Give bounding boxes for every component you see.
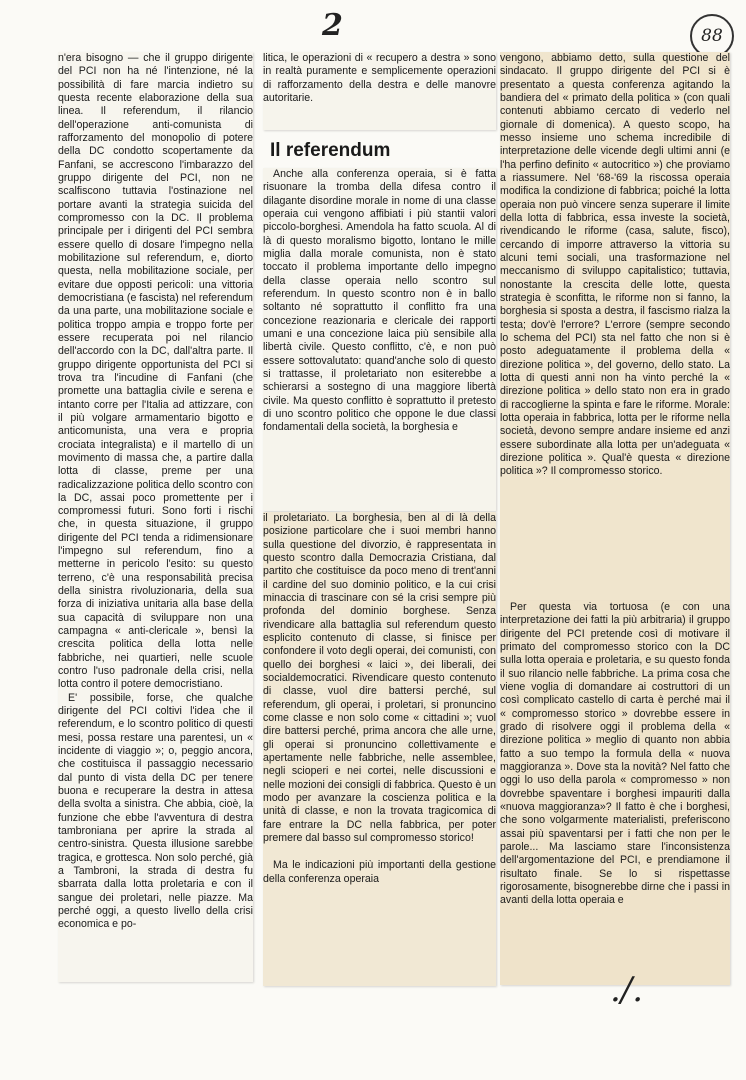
column-2-top-paragraph: litica, le operazioni di « recupero a destra » sono in realtà puramente e semplicemente operazioni di rafforzamento della destra e delle manovre autoritarie. [263, 52, 496, 104]
handwritten-continuation-mark: ./. [610, 970, 644, 1010]
handwritten-page-number: 2 [322, 8, 343, 43]
article-column-2-bottom [263, 512, 496, 986]
circled-page-number: 88 [690, 14, 734, 58]
article-column-2-middle [263, 168, 496, 511]
column-1-paragraph-1: n'era bisogno — che il gruppo dirigente del PCI non ha né l'intenzione, né la possibilità di fare marcia indietro su questa recente elaborazione della sua linea. Il referendum, il rilancio dell'operazione anti-comunista di rafforzamento del monopolio di potere della DC condotto scopertamente da Fanfani, se accrescono l'imbarazzo del gruppo dirigente del PCI, non ne scalfiscono tuttavia l'ostinazione nel portare avanti la strategia suicida del compromesso con la DC. Il problema principale per i dirigenti del PCI sembra essere quello di dosare l'impegno nella mobilitazione sul referendum, e, diorto questa, nella mobilitazione sociale, per evitare due opposti pericoli: una vittoria democristiana (e fascista) nel referendum da una parte, una mobilitazione sociale e politica troppo ampia e troppo forte per essere recuperata poi nel rilancio dell'accordo con la DC, dall'altra parte. Il gruppo dirigente opportunista del PCI si trova tra l'incudine di Fanfani (che promette una battaglia civile e serena e intanto corre per l'Italia ad attizzare, con il più volgare armamentario bigotto e anticomunista, una vera e propria crociata integralista) e il martello di un movimento di massa che, a partire dalla lotta di classe, preme per una radicalizzazione politica dello scontro con la DC, assai poco promettente per i compromessi futuri. Sono forti i rischi che, in questa situazione, il gruppo dirigente del PCI tenda a ridimensionare l'impegno sul referendum, fino a metterne in pericolo l'esito: su questo terreno, c'è una responsabilità precisa della sinistra rivoluzionaria, della sua forza di iniziativa unitaria alla base della sua capacità di sviluppare non una campagna « anti-clericale », bensì la crescita politica della lotta nelle fabbriche, nei quartieri, nelle scuole contro l'uso padronale della crisi, nella lotta contro il potere democristiano. [58, 52, 253, 691]
article-column-1 [58, 52, 253, 982]
column-3-top-paragraph: vengono, abbiamo detto, sulla questione del sindacato. Il gruppo dirigente del PCI si è presentato a questa conferenza agitando la bandiera del « primato della politica » (con quali contenuti abbiamo cercato di vederlo nel giornale di domenica). A questo scopo, ha messo insieme uno schema incredibile di interpretazione delle vicende degli ultimi anni (e l'ha perfino definito « autocritico ») che proviamo a riassumere. Nel '68-'69 la riscossa operaia modifica la condizione di fabbrica; poiché la lotta operaia non può vincere senza superare il limite della lotta di fabbrica, essa investe la società, rivendicando le riforme (casa, salute, fisco), cercando di imporre attraverso la vittoria su alcuni temi sociali, una trasformazione nel meccanismo di sviluppo capitalistico; tuttavia, nonostante la crescita delle lotte, questa strategia è sconfitta, le riforme non si fanno, la borghesia si sposta a destra, il fascismo rialza la testa; dov'è l'errore? L'errore (sempre secondo lo schema del PCI) sta nel fatto che non si è posto adeguatamente il problema della « direzione politica », del governo, dello stato. La lotta di questi anni non ha vinto perché la « direzione politica » dello stato non era in grado di raccoglierne la spinta e fare le riforme. Morale: lotta operaia in fabbrica, lotta per le riforme nella società, devono sempre andare insieme ed anzi essere subordinate alla lotta per un'adeguata « direzione politica ». Qual'è questa « direzione politica »? Il compromesso storico. [500, 52, 730, 478]
column-1-paragraph-2: E' possibile, forse, che qualche dirigente del PCI coltivi l'idea che il referendum, e lo scontro politico di questi mesi, possa restare una parentesi, un « incidente di viaggio »; o, peggio ancora, che costituisca il passaggio necessario dal punto di vista della DC per tenere buona e recuperare la destra in attesa della svolta a sinistra. Che abbia, cioè, la funzione che ebbe l'avventura di destra tambroniana per aprire la strada al centro-sinistra. Questa illusione sarebbe tragica, e grottesca. Non solo perché, già a Tambroni, la strada di destra fu sbarrata dalla lotta proletaria e con il sangue dei proletari, nelle piazze. Ma perché oggi, a questo livello della crisi economica e po- [58, 691, 253, 931]
column-2-bottom-paragraph-1: il proletariato. La borghesia, ben al di là della posizione particolare che i suoi membri hanno sulla questione del divorzio, è rappresentata in questo scontro dalla Democrazia Cristiana, dal partito che costituisce da poco meno di trent'anni il cardine del suo dominio politico, e la cui crisi minaccia di trascinare con sé la crisi sempre più profonda del dominio borghese. Senza rivendicare alla battaglia sul referendum questo esplicito contenuto di classe, si finisce per confondere il voto degli operai, dei comunisti, con quello dei borghesi « laici », dei liberali, dei socialdemocratici. Rivendicare questo contenuto di classe, vuol dire battersi perché, sul referendum, gli operai, i proletari, si pronuncino come classe e non solo come « cittadini »; vuol dire battersi perché, prima ancora che alle urne, gli operai si pronuncino collettivamente e apertamente nelle fabbriche, nelle assemblee, negli scioperi e nei cortei, nelle discussioni e nelle mozioni dei consigli di fabbrica. Questo è un modo per avanzare la coscienza politica e la unità di classe, e non la trovata tragicomica di fare entrare la DC nella fabbrica, per poter premere dal basso sul compromesso storico! [263, 512, 496, 844]
column-2-bottom-paragraph-2: Ma le indicazioni più importanti della gestione della conferenza operaia [263, 859, 496, 885]
article-column-3-bottom [500, 601, 730, 985]
column-2-middle-paragraph: Anche alla conferenza operaia, si è fatta risuonare la tromba della difesa contro il dilagante disordine morale in nome di una classe operaia cui vengono affibiati i più stantii valori piccolo-borghesi. Amendola ha fatto scuola. Al di là di questo moralismo bigotto, lontano le mille miglia dalla morale comunista, non è stato toccato il problema importante dello impegno della classe operaia nello scontro sul referendum. In questo scontro non è in ballo soltanto né soprattutto il conflitto fra una concezione reazionaria e clericale dei rapporti umani e una concezione laica più sensibile alla libertà civile. Questo conflitto, c'è, e non può essere sottovalutato: quand'anche solo di questo si trattasse, il proletariato non esiterebbe a schierarsi a sostegno di una maggiore libertà civile. Ma questo conflitto è soprattutto il pretesto di uno scontro politico che oppone le due classi fondamentali della società, la borghesia e [263, 168, 496, 434]
article-column-3-top [500, 52, 730, 601]
article-column-2-top [263, 52, 496, 130]
column-3-bottom-paragraph: Per questa via tortuosa (e con una interpretazione dei fatti la più arbitraria) il gruppo dirigente del PCI pretende così di motivare il primato del compromesso storico con la DC sulla lotta operaia e proletaria, e su questo fonda il suo rilancio nelle fabbriche. La prima cosa che viene voglia di domandare ai costruttori di un così complicato castello di carta è perché mai il « compromesso storico » dovrebbe essere in grado di risolvere oggi il problema della « direzione politica » meglio di quanto non abbia fatto a suo tempo la formula della « nuova maggioranza ». Dove sta la novità? Nel fatto che oggi lo uso della parola « compromesso » non dovrebbe spaventare i borghesi impauriti dalla «nuova maggioranza»? Il fatto è che i borghesi, che sono volgarmente materialisti, preferiscono assai più spaventarsi per i fatti che non per le parole... Ma lasciamo stare l'inconsistenza dell'argomentazione del PCI, e prendiamone il risultato finale. Se lo si rispettasse rigorosamente, bisognerebbe dirne che i passi in avanti della lotta operaia e [500, 601, 730, 907]
section-heading: Il referendum [270, 140, 391, 161]
